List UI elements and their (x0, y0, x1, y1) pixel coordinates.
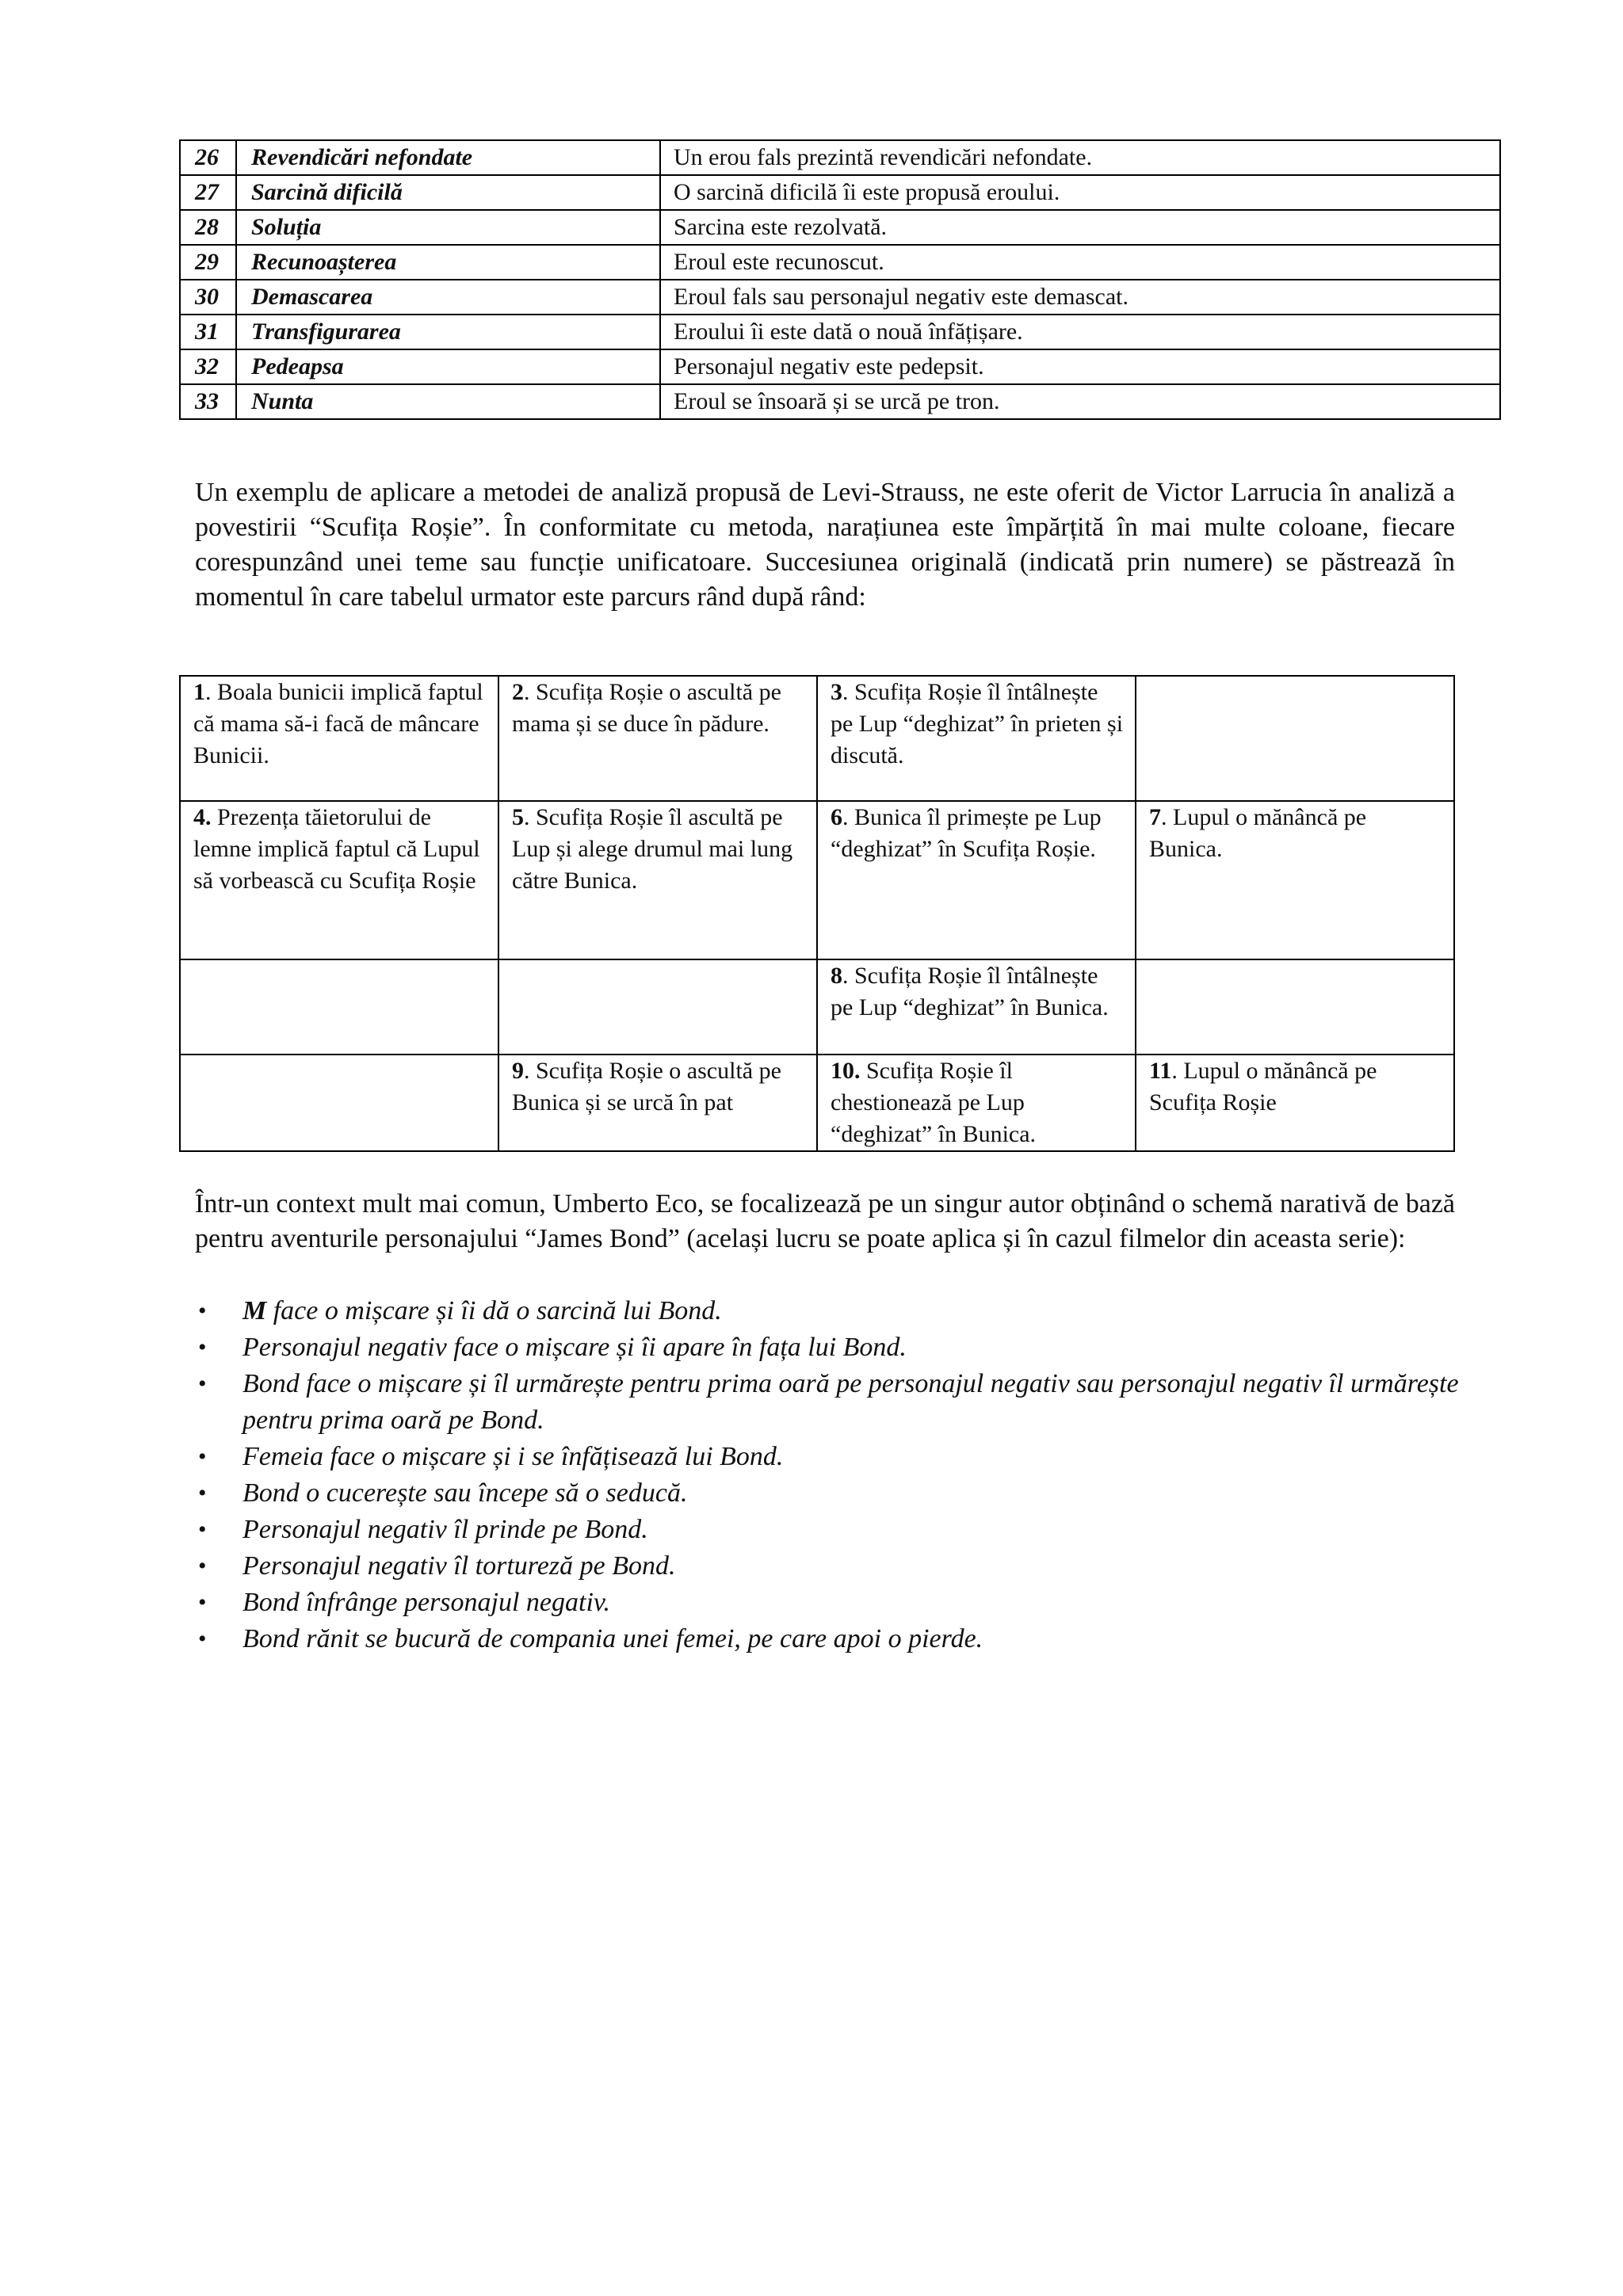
story-cell-number: 4. (193, 804, 212, 830)
story-cell-text: Prezența tăietorului de lemne implică faptul că Lupul să vorbească cu Scufița Roșie (193, 804, 480, 894)
story-cell-number: 6 (831, 804, 842, 830)
story-cell-number: 10. (831, 1058, 861, 1084)
story-cell (180, 801, 498, 959)
story-cell-text: Scufița Roșie îl chestionează pe Lup “deghizat” în Bunica. (831, 1058, 1037, 1147)
eco-paragraph: Într-un context mult mai comun, Umberto Eco, se focalizează pe un singur autor obținând o schemă narativă de bază pentru aventurile personajului “James Bond” (același lucru se poate aplica și în cazul filmelor din aceasta serie): (195, 1189, 1455, 1253)
story-cell-text: . Lupul o mănâncă pe Scufița Roșie (1149, 1058, 1377, 1116)
function-name: Sarcină dificilă (236, 175, 660, 210)
story-cell-number: 11 (1149, 1058, 1172, 1084)
table-row (180, 801, 1454, 959)
table-row (180, 140, 1500, 175)
story-cell-text: . Bunica îl primește pe Lup “deghizat” în Scufița Roșie. (831, 804, 1102, 862)
bullet-icon: • (198, 1298, 207, 1324)
function-number: 26 (180, 140, 236, 175)
story-cell (1136, 801, 1454, 959)
bullet-icon: • (198, 1589, 207, 1615)
table-row (180, 280, 1500, 315)
intro-paragraph: Un exemplu de aplicare a metodei de analiză propusă de Levi-Strauss, ne este oferit de Victor Larrucia în analiză a povestirii “Scufița Roșie”. În conformitate cu metoda, narațiunea este împărțită în mai multe coloane, fiecare corespunzând unei teme sau funcție unificatoare. Succesiunea originală (indicată prin numere) se păstrează în momentul în care tabelul urmator este parcurs rând după rând: (195, 478, 1455, 612)
bullet-icon: • (198, 1553, 207, 1579)
story-cell-text: . Scufița Roșie îl întâlnește pe Lup “deghizat” în Bunica. (831, 963, 1109, 1020)
list-item (195, 1293, 1463, 1329)
table-row (180, 959, 1454, 1055)
bullet-icon: • (198, 1626, 207, 1652)
function-name: Pedeapsa (236, 349, 660, 384)
list-item-text: Personajul negativ îl tortureză pe Bond. (242, 1551, 676, 1581)
functions-table (179, 139, 1501, 420)
bullet-icon: • (198, 1371, 207, 1397)
list-item-text: Bond face o mișcare și îl urmărește pentru prima oară pe personajul negativ sau personajul negativ îl urmărește pentru prima oară pe Bond. (242, 1369, 1459, 1435)
list-item (195, 1585, 1463, 1621)
function-name: Nunta (236, 384, 660, 419)
list-item (195, 1329, 1463, 1366)
story-cell-number: 5 (512, 804, 524, 830)
story-cell (817, 1055, 1136, 1151)
function-description: Eroul fals sau personajul negativ este demascat. (660, 280, 1500, 315)
function-description: Un erou fals prezintă revendicări nefondate. (660, 140, 1500, 175)
story-cell-number: 9 (512, 1058, 524, 1084)
story-cell-empty (1136, 959, 1454, 1055)
list-item-bold: M (242, 1296, 267, 1325)
story-cell-text: . Scufița Roșie o ascultă pe Bunica și se urcă în pat (512, 1058, 781, 1116)
bullet-icon: • (198, 1334, 207, 1360)
list-item (195, 1621, 1463, 1657)
story-cell (498, 1055, 817, 1151)
function-name: Transfigurarea (236, 315, 660, 349)
bond-scheme-list (195, 1293, 1463, 1657)
story-cell-number: 7 (1149, 804, 1161, 830)
list-item-text: Bond înfrânge personajul negativ. (242, 1588, 610, 1617)
table-row (180, 1055, 1454, 1151)
function-name: Recunoașterea (236, 245, 660, 280)
list-item-text: face o mișcare și îi dă o sarcină lui Bond. (266, 1296, 722, 1325)
story-cell (498, 676, 817, 801)
function-description: Eroului îi este dată o nouă înfățișare. (660, 315, 1500, 349)
function-number: 32 (180, 349, 236, 384)
story-cell-empty (498, 959, 817, 1055)
story-cell-text: . Scufița Roșie îl întâlnește pe Lup “deghizat” în prieten și discută. (831, 679, 1124, 769)
table-row (180, 384, 1500, 419)
story-cell (817, 959, 1136, 1055)
table-row (180, 349, 1500, 384)
bullet-icon: • (198, 1516, 207, 1543)
function-number: 28 (180, 210, 236, 245)
function-name: Soluția (236, 210, 660, 245)
story-cell-empty (1136, 676, 1454, 801)
function-name: Revendicări nefondate (236, 140, 660, 175)
function-description: Personajul negativ este pedepsit. (660, 349, 1500, 384)
function-number: 27 (180, 175, 236, 210)
bullet-icon: • (198, 1480, 207, 1506)
list-item-text: Bond o cucerește sau începe să o seducă. (242, 1478, 688, 1508)
list-item (195, 1366, 1463, 1439)
story-cell (498, 801, 817, 959)
list-item-text: Personajul negativ face o mișcare și îi apare în fața lui Bond. (242, 1333, 907, 1362)
list-item (195, 1439, 1463, 1475)
list-item-text: Personajul negativ îl prinde pe Bond. (242, 1515, 648, 1544)
story-cell-number: 2 (512, 679, 524, 705)
story-cell-number: 1 (193, 679, 205, 705)
bullet-icon: • (198, 1444, 207, 1470)
list-item-text: Femeia face o mișcare și i se înfățisează lui Bond. (242, 1442, 784, 1471)
story-cell (817, 801, 1136, 959)
story-cell-empty (180, 959, 498, 1055)
list-item (195, 1512, 1463, 1548)
story-cell-number: 3 (831, 679, 842, 705)
function-name: Demascarea (236, 280, 660, 315)
list-item (195, 1548, 1463, 1585)
function-description: Eroul este recunoscut. (660, 245, 1500, 280)
table-row (180, 676, 1454, 801)
story-cell-empty (180, 1055, 498, 1151)
function-description: Sarcina este rezolvată. (660, 210, 1500, 245)
table-row (180, 175, 1500, 210)
table-row (180, 245, 1500, 280)
function-number: 31 (180, 315, 236, 349)
story-cell-number: 8 (831, 963, 842, 989)
story-cell-text: . Boala bunicii implică faptul că mama să-i facă de mâncare Bunicii. (193, 679, 483, 769)
story-cell (180, 676, 498, 801)
function-number: 33 (180, 384, 236, 419)
story-cell-text: . Lupul o mănâncă pe Bunica. (1149, 804, 1367, 862)
story-analysis-table (179, 675, 1455, 1152)
function-number: 29 (180, 245, 236, 280)
function-number: 30 (180, 280, 236, 315)
story-cell (817, 676, 1136, 801)
function-description: Eroul se însoară și se urcă pe tron. (660, 384, 1500, 419)
story-cell-text: . Scufița Roșie o ascultă pe mama și se duce în pădure. (512, 679, 781, 737)
story-cell-text: . Scufița Roșie îl ascultă pe Lup și alege drumul mai lung către Bunica. (512, 804, 793, 894)
function-description: O sarcină dificilă îi este propusă eroului. (660, 175, 1500, 210)
list-item (195, 1475, 1463, 1512)
story-cell (1136, 1055, 1454, 1151)
table-row (180, 315, 1500, 349)
list-item-text: Bond rănit se bucură de compania unei femei, pe care apoi o pierde. (242, 1624, 983, 1653)
table-row (180, 210, 1500, 245)
